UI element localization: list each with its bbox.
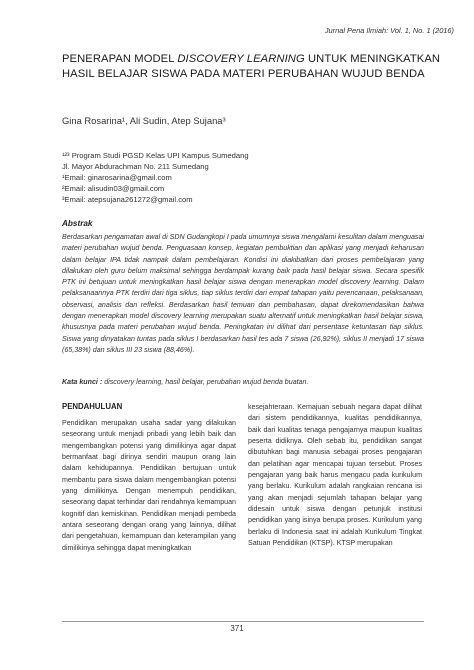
title-part-3: UNTUK MENINGKATKAN HASIL BELAJAR SISWA PADA MATERI PERUBAHAN WUJUD BENDA: [62, 53, 441, 80]
keywords-label: Kata kunci :: [62, 378, 103, 386]
title-part-2: DISCOVERY LEARNING: [177, 53, 305, 65]
left-column-text: Pendidikan merupakan usaha sadar yang dilakukan seseorang untuk menjadi pribadi yang lebih baik dan mengembangkan potensi yang dimilikinya agar dapat bermanfaat bagi dirinya sendiri maupun orang lain dalam kehidupannya. Pendidikan bertujuan untuk membantu para siswa dalam mengembangkan potensi yang dimilikinya. Dengan menempuh pendidikan, seseorang dapat terhindar dari rendahnya kemampuan kognitif dan kemiskinan. Pendidikan menjadi pembeda antara seseorang dengan orang yang lainnya, dilihat dari pengetahuan, kemampuan dan keterampilan yang dimilikinya sehingga dapat meningkatkan: [62, 419, 236, 552]
left-column: [62, 418, 236, 554]
footer-divider: [62, 621, 424, 622]
page-number: 371: [230, 624, 244, 633]
affiliation-line: ¹²³ Program Studi PGSD Kelas UPI Kampus Sumedang: [62, 151, 249, 160]
right-column: [248, 402, 422, 549]
email-line: ²Email: alisudin03@gmail.com: [62, 184, 165, 193]
section-heading: PENDAHULUAN: [62, 402, 123, 411]
journal-header: Jurnal Pena Ilmiah: Vol. 1, No. 1 (2016): [324, 26, 454, 35]
paper-title: [62, 52, 442, 82]
title-part-1: PENERAPAN MODEL: [62, 53, 178, 65]
authors: Gina Rosarina¹, Ali Sudin, Atep Sujana³: [62, 115, 226, 126]
keywords-text: discovery learning, hasil belajar, perubahan wujud benda buatan.: [102, 378, 309, 386]
abstract-body: Berdasarkan pengamatan awal di SDN Gudangkopi I pada umumnya siswa mengalami kesulitan dalam menguasai materi perubahan wujud benda. Penguasaan konsep, kegiatan pembuktian dan aplikasi yang menjadi keharusan dalam belajar IPA tidak nampak dalam pembelajaran. Kondisi ini diakibatkan dari proses pembelajaran yang dilakukan oleh guru belum maksimal sehingga berdampak kurang baik pada hasil belajar siswa. Secara spesifik PTK ini betujuan untuk meningkatkan hasil belajar siswa dengan menerapkan model discovery learning. Dalam pelaksanaannya PTK terdiri dari tiga siklus, tiap siklus terdiri dari empat tahapan yaitu perencanaan, pelaksanaan, observasi, analisis dan refleksi. Berdasarkan hasil temuan dan pembahasan, dapat direkomendasikan bahwa dengan menerapkan model discovery learning merupakan suatu alternatif untuk meningkatkan hasil belajar siswa, khususnya pada materi perubahan wujud benda. Peningkatan ini dilihat dari persentase ketuntasan tiap siklus. Siswa yang dinyatakan tuntas pada siklus I berdasarkan hasil tes ada 7 siswa (26,92%), siklus II menjadi 17 siswa (65,38%) dan siklus III 23 siswa (88,46%).: [62, 233, 424, 354]
keywords: [62, 378, 424, 386]
abstract-heading: Abstrak: [62, 219, 93, 228]
email-line: ¹Email: ginarosarina@gmail.com: [62, 173, 172, 182]
right-column-text: kesejahteraan. Kemajuan sebuah negara dapat dilihat dari sistem pendidikannya, kualitas pendidikannya, baik dari kualitas tenaga pengajarnya maupun kualitas peserta didiknya. Oleh sebab itu, pendidikan sangat dibutuhkan bagi manusia sebagai proses pengajaran dan pelatihan agar mencapai tujuan tersebut. Proses pengajaran yang baik harus mengacu pada kurikulum yang berlaku. Kurikulum adalah rangkaian rencana isi yang akan menjadi sejumlah tahapan belajar yang didesain untuk siswa dengan petunjuk institusi pendidikan yang isinya berupa proses. Kurikulum yang berlaku di Indonesia saat ini adalah Kurikulum Tingkat Satuan Pendidikan (KTSP). KTSP merupakan: [248, 403, 422, 548]
email-line: ³Email: atepsujana261272@gmail.com: [62, 195, 193, 204]
address-line: Jl. Mayor Abdurachman No. 211 Sumedang: [62, 162, 209, 171]
affiliation-block: [62, 150, 422, 205]
